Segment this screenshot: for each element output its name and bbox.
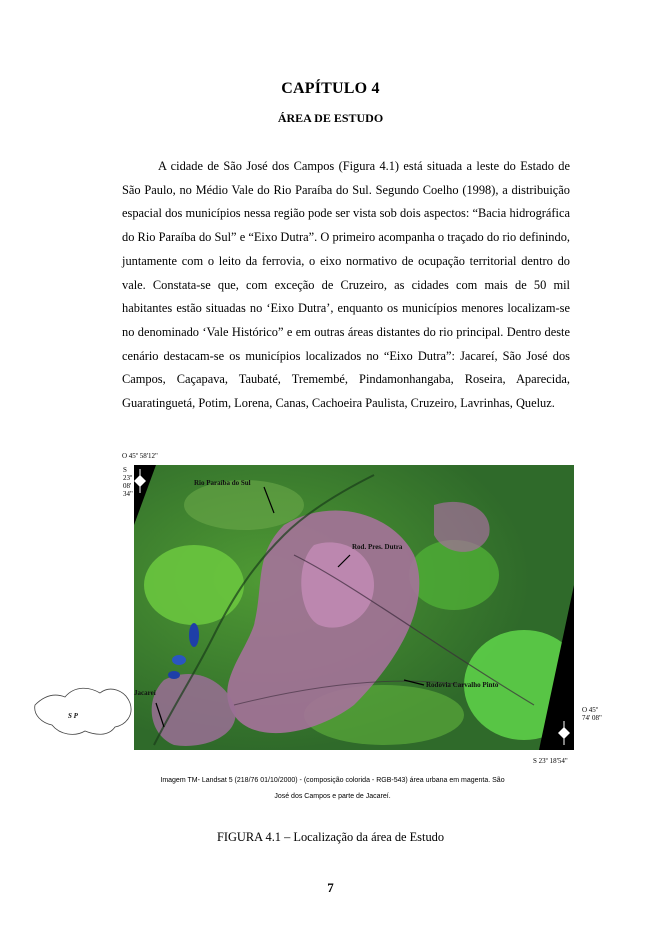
chapter-title: CAPÍTULO 4	[281, 80, 380, 97]
river-label: Rio Paraíba do Sul	[194, 479, 251, 487]
caption-line-2: José dos Campos e parte de Jacareí.	[274, 793, 391, 800]
body-paragraph: A cidade de São José dos Campos (Figura 4.1) está situada a leste do Estado de São Paulo, no Médio Vale do Rio Paraíba do Sul. Segundo Coelho (1998), a distribuição espacial dos municípios nessa região pode ser vista sob dois aspectos: “Bacia hidrográfica do Rio Paraíba do Sul” e “Eixo Dutra”. O primeiro acompanha o traçado do rio definindo, juntamente com o leito da ferrovia, o eixo normativo de ocupação territorial dentro do vale. Constata-se que, com exceção de Cruzeiro, as cidades com mais de 50 mil habitantes estão situadas no ‘Eixo Dutra’, enquanto os municípios menores localizam-se no denominado ‘Vale Histórico” e em outras áreas distantes do rio principal. Dentro deste cenário destacam-se os municípios localizados no “Eixo Dutra”: Jacareí, São José dos Campos, Caçapava, Taubaté, Tremembé, Pindamonhangaba, Roseira, Aparecida, Guaratinguetá, Potim, Lorena, Canas, Cachoeira Paulista, Cruzeiro, Lavrinhas, Queluz.	[122, 159, 570, 411]
body-paragraph-container	[122, 155, 570, 416]
section-title: ÁREA DE ESTUDO	[277, 111, 384, 125]
coordinate-top-label: O 45º 58'12"	[122, 452, 158, 460]
figure-caption	[160, 773, 505, 805]
coordinate-bottom-label: S 23º 18'54"	[533, 757, 568, 765]
sp-label: S P	[68, 712, 78, 720]
satellite-map-figure	[68, 465, 580, 760]
satellite-image	[134, 465, 574, 750]
caption-line-1: Imagem TM- Landsat 5 (218/76 01/10/2000) - (composição colorida - RGB-543) área urbana em magenta. São	[160, 777, 505, 784]
jacarei-label: Jacareí	[134, 689, 156, 697]
coordinate-left-label: S 23º 08' 34"	[123, 466, 133, 498]
figure-label: FIGURA 4.1 – Localização da área de Estudo	[216, 830, 445, 844]
carvalho-pinto-label: Rodovia Carvalho Pinto	[426, 681, 499, 689]
page-number: 7	[327, 880, 334, 895]
sao-paulo-state-outline	[30, 675, 140, 745]
dutra-label: Rod. Pres. Dutra	[352, 543, 403, 551]
coordinate-right-label: O 45º 74' 08"	[582, 706, 602, 722]
